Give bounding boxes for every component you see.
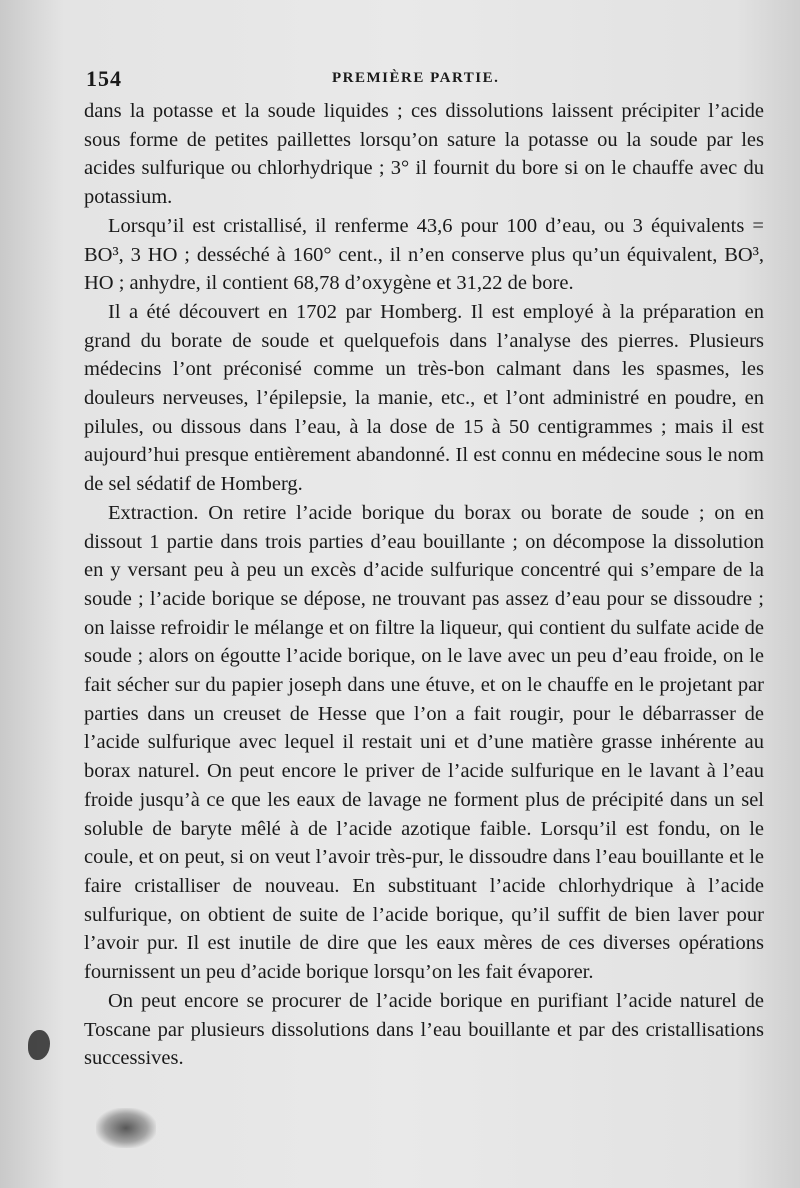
paragraph: Lorsqu’il est cristallisé, il renferme 43,6 pour 100 d’eau, ou 3 équivalents = BO³, 3 HO ; desséché à 160° cent., il n’en conserve plus qu’un équivalent, BO³, HO ; anhydre, il contient 68,78 d’oxygène et 31,22 de bore. (84, 214, 764, 295)
paragraph: dans la potasse et la soude liquides ; ces dissolutions laissent précipiter l’acide sous forme de petites paillettes lorsqu’on sature la potasse ou la soude par les acides sulfurique ou chlorhydrique ; 3° il fournit du bore si on le chauffe avec du potassium. (84, 100, 764, 209)
page-header (86, 66, 766, 92)
ink-smudge (96, 1108, 156, 1148)
running-title: PREMIÈRE PARTIE. (332, 70, 500, 86)
paragraph: On peut encore se procurer de l’acide borique en purifiant l’acide naturel de Toscane par plusieurs dissolutions dans l’eau bouillante et par des cristallisations successives. (84, 989, 764, 1070)
paragraph: Extraction. On retire l’acide borique du borax ou borate de soude ; on en dissout 1 partie dans trois parties d’eau bouillante ; on décompose la dissolution en y versant peu à peu un excès d’acide sulfurique concentré qui s’empare de la soude ; l’acide borique se dépose, ne trouvant pas assez d’eau pour se dissoudre ; on laisse refroidir le mélange et on filtre la liqueur, qui contient du sulfate acide de soude ; alors on égoutte l’acide borique, on le lave avec un peu d’eau froide, on le fait sécher sur du papier joseph dans une étuve, et on le chauffe en le projetant par parties dans un creuset de Hesse que l’on a fait rougir, pour le débarrasser de l’acide sulfurique avec lequel il restait uni et d’une matière grasse inhérente au borax naturel. On peut encore le priver de l’acide sulfurique en le lavant à l’eau froide jusqu’à ce que les eaux de lavage ne forment plus de précipité dans un sel soluble de baryte mêlé à de l’acide azotique faible. Lorsqu’il est fondu, on le coule, et on peut, si on veut l’avoir très-pur, le dissoudre dans l’eau bouillante et le faire cristalliser de nouveau. En substituant l’acide chlorhydrique à l’acide sulfurique, on obtient de suite de l’acide borique, qu’il suffit de bien laver pour l’avoir pur. Il est inutile de dire que les eaux mères de ces diverses opérations fournissent un peu d’acide borique lorsqu’on les fait évaporer. (84, 501, 764, 984)
ink-blot (28, 1030, 50, 1060)
body-text (84, 97, 764, 1073)
page-number: 154 (86, 66, 122, 91)
paragraph: Il a été découvert en 1702 par Homberg. Il est employé à la préparation en grand du borate de soude et quelquefois dans l’analyse des pierres. Plusieurs médecins l’ont préconisé comme un très-bon calmant dans les spasmes, les douleurs nerveuses, l’épilepsie, la manie, etc., et l’ont administré en poudre, en pilules, ou dissous dans l’eau, à la dose de 15 à 50 centigrammes ; mais il est aujourd’hui presque entièrement abandonné. Il est connu en médecine sous le nom de sel sédatif de Homberg. (84, 300, 764, 496)
